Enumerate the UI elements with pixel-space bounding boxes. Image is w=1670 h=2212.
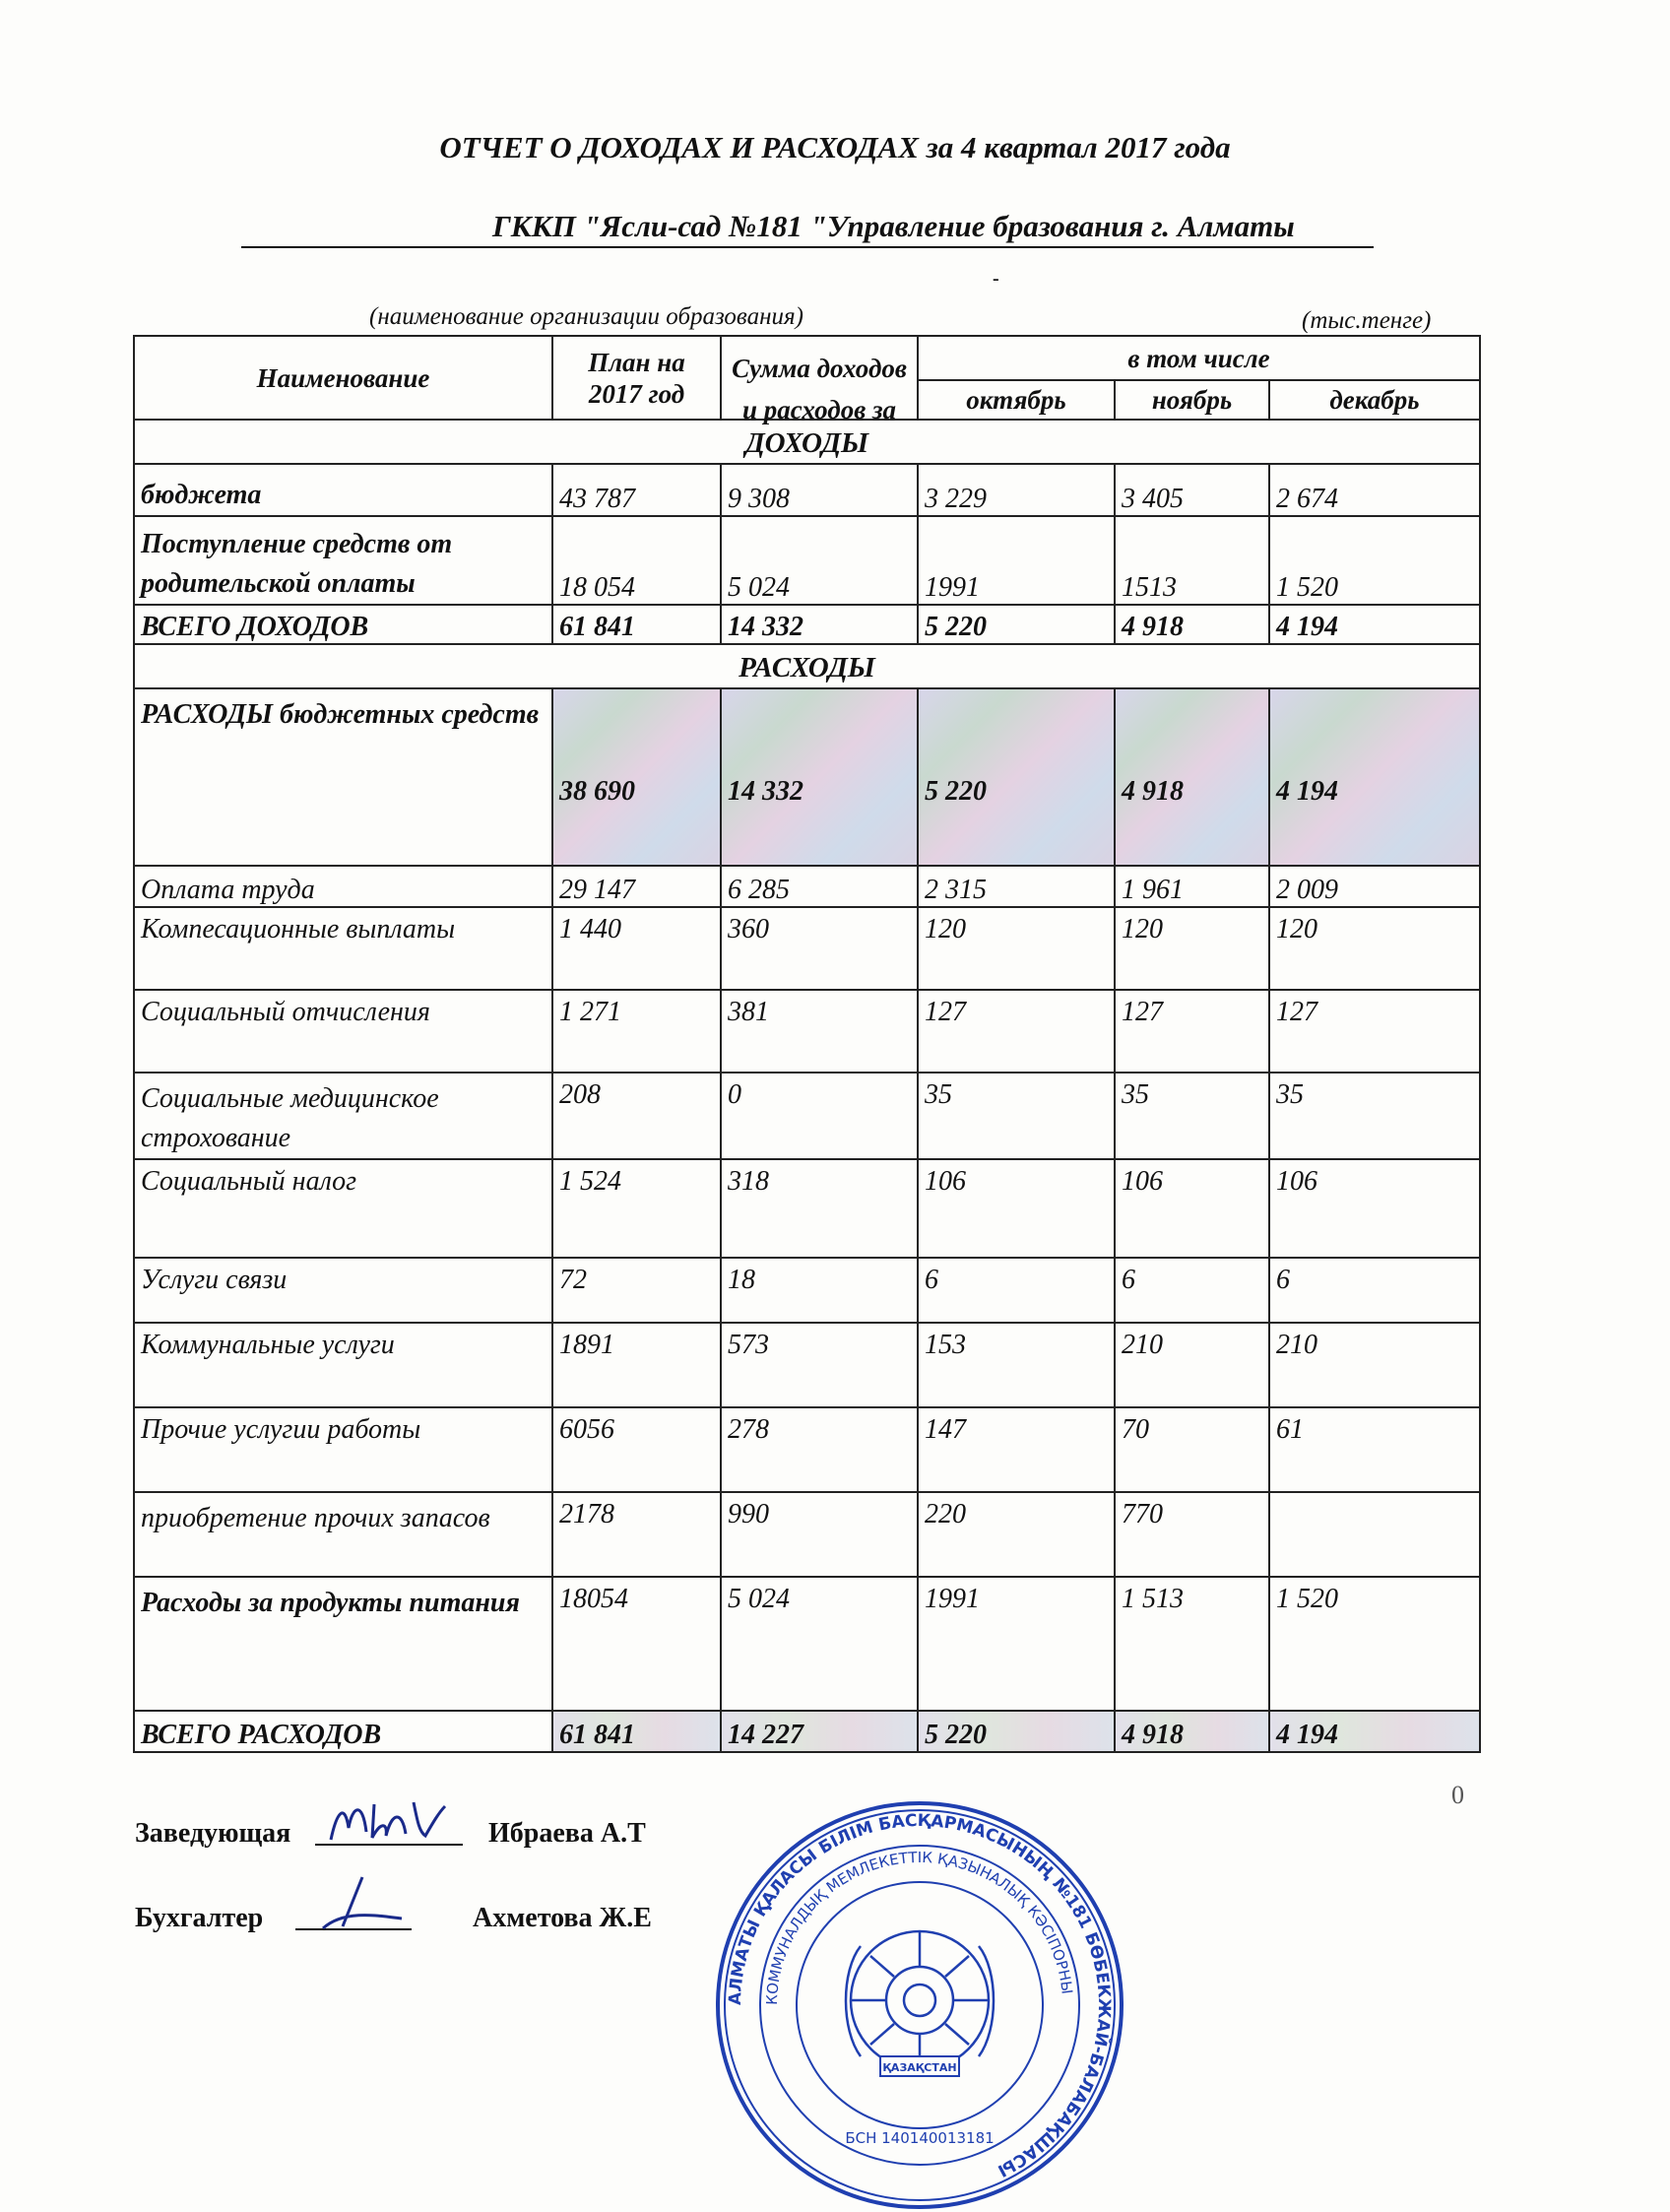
- row-name: приобретение прочих запасов: [134, 1492, 552, 1577]
- cell-sum: 573: [721, 1323, 918, 1407]
- table-row: [134, 866, 1480, 907]
- stamp-outer-text: АЛМАТЫ ҚАЛАСЫ БІЛІМ БАСҚАРМАСЫНЫҢ №181 БӨБЕКЖАЙ-БАЛАБАҚШАСЫ: [725, 1810, 1115, 2180]
- cell-dec: 2 009: [1269, 866, 1480, 907]
- cell-oct: 5 220: [918, 688, 1115, 866]
- cell-plan: 1 271: [552, 990, 721, 1073]
- cell-nov: 120: [1115, 907, 1269, 990]
- cell-plan: 1 524: [552, 1159, 721, 1258]
- cell-nov: 1513: [1115, 516, 1269, 605]
- cell-oct: 6: [918, 1258, 1115, 1323]
- cell-plan: 6056: [552, 1407, 721, 1492]
- row-name: ВСЕГО РАСХОДОВ: [134, 1711, 552, 1752]
- cell-plan: 29 147: [552, 866, 721, 907]
- row-name: Поступление средств от родительской оплаты: [134, 516, 552, 605]
- header-dec: декабрь: [1269, 380, 1480, 420]
- table-row: [134, 1711, 1480, 1752]
- row-name: РАСХОДЫ бюджетных средств: [134, 688, 552, 866]
- emblem-icon: [846, 1931, 994, 2069]
- cell-plan: 18054: [552, 1577, 721, 1711]
- table-row: [134, 1577, 1480, 1711]
- cell-sum: 5 024: [721, 1577, 918, 1711]
- table-row: [134, 1323, 1480, 1407]
- section-income: ДОХОДЫ: [134, 420, 1480, 464]
- cell-plan: 18 054: [552, 516, 721, 605]
- stamp-center-text: ҚАЗАҚСТАН: [882, 2061, 957, 2074]
- table-row: [134, 1073, 1480, 1159]
- cell-nov: 106: [1115, 1159, 1269, 1258]
- accountant-label: Бухгалтер: [135, 1903, 264, 1933]
- cell-oct: 5 220: [918, 1711, 1115, 1752]
- accountant-signature: [303, 1871, 412, 1934]
- cell-nov: 210: [1115, 1323, 1269, 1407]
- cell-oct: 35: [918, 1073, 1115, 1159]
- cell-dec: 4 194: [1269, 605, 1480, 644]
- cell-dec: 4 194: [1269, 688, 1480, 866]
- row-name: Оплата труда: [134, 866, 552, 907]
- cell-dec: 1 520: [1269, 1577, 1480, 1711]
- cell-plan: 61 841: [552, 1711, 721, 1752]
- cell-nov: 6: [1115, 1258, 1269, 1323]
- row-name: ВСЕГО ДОХОДОВ: [134, 605, 552, 644]
- cell-dec: 120: [1269, 907, 1480, 990]
- cell-plan: 2178: [552, 1492, 721, 1577]
- header-plan: План на 2017 год: [552, 336, 721, 420]
- cell-plan: 208: [552, 1073, 721, 1159]
- cell-dec: 1 520: [1269, 516, 1480, 605]
- head-signature: [323, 1792, 451, 1852]
- cell-oct: 120: [918, 907, 1115, 990]
- cell-nov: 4 918: [1115, 1711, 1269, 1752]
- cell-oct: 3 229: [918, 464, 1115, 516]
- cell-plan: 43 787: [552, 464, 721, 516]
- header-sum: [721, 336, 918, 424]
- accountant-name: Ахметова Ж.Е: [473, 1903, 652, 1933]
- cell-dec: 127: [1269, 990, 1480, 1073]
- cell-plan: 1891: [552, 1323, 721, 1407]
- cell-nov: 127: [1115, 990, 1269, 1073]
- header-sum-text: Сумма доходов и расходов за: [732, 353, 907, 424]
- table-row: [134, 1492, 1480, 1577]
- table-row: [134, 464, 1480, 516]
- cell-dec: 210: [1269, 1323, 1480, 1407]
- report-title: ОТЧЕТ О ДОХОДАХ И РАСХОДАХ за 4 квартал 2017 года: [439, 130, 1231, 164]
- row-name: Расходы за продукты питания: [134, 1577, 552, 1711]
- cell-dec: [1269, 1492, 1480, 1577]
- table-row: [134, 1407, 1480, 1492]
- cell-dec: 35: [1269, 1073, 1480, 1159]
- org-caption: (наименование организации образования): [369, 303, 803, 330]
- cell-oct: 2 315: [918, 866, 1115, 907]
- row-name: Услуги связи: [134, 1258, 552, 1323]
- stamp-inner-text: КОММУНАЛДЫҚ МЕМЛЕКЕТТІК ҚАЗЫНАЛЫҚ КӘСІПОРНЫ: [762, 1848, 1076, 2006]
- cell-oct: 1991: [918, 1577, 1115, 1711]
- cell-nov: 1 961: [1115, 866, 1269, 907]
- official-stamp: [713, 1798, 1126, 2212]
- cell-dec: 106: [1269, 1159, 1480, 1258]
- row-name: Прочие услугии работы: [134, 1407, 552, 1492]
- cell-sum: 5 024: [721, 516, 918, 605]
- header-name: Наименование: [134, 336, 552, 420]
- units-caption: (тыс.тенге): [1302, 307, 1432, 334]
- cell-oct: 106: [918, 1159, 1115, 1258]
- cell-plan: 72: [552, 1258, 721, 1323]
- cell-sum: 278: [721, 1407, 918, 1492]
- dash-mark: -: [993, 268, 999, 290]
- row-name: Коммунальные услуги: [134, 1323, 552, 1407]
- cell-sum: 360: [721, 907, 918, 990]
- cell-sum: 318: [721, 1159, 918, 1258]
- cell-sum: 14 332: [721, 605, 918, 644]
- cell-plan: 38 690: [552, 688, 721, 866]
- table-row: [134, 516, 1480, 605]
- cell-oct: 220: [918, 1492, 1115, 1577]
- cell-nov: 770: [1115, 1492, 1269, 1577]
- cell-sum: 14 227: [721, 1711, 918, 1752]
- cell-oct: 147: [918, 1407, 1115, 1492]
- cell-nov: 4 918: [1115, 605, 1269, 644]
- cell-sum: 18: [721, 1258, 918, 1323]
- cell-nov: 3 405: [1115, 464, 1269, 516]
- cell-dec: 6: [1269, 1258, 1480, 1323]
- cell-sum: 14 332: [721, 688, 918, 866]
- row-name: Социальный отчисления: [134, 990, 552, 1073]
- cell-sum: 0: [721, 1073, 918, 1159]
- corner-mark: 0: [1451, 1781, 1464, 1809]
- cell-dec: 61: [1269, 1407, 1480, 1492]
- cell-sum: 9 308: [721, 464, 918, 516]
- stamp-bin: БСН 140140013181: [845, 2129, 995, 2147]
- table-row: [134, 605, 1480, 644]
- cell-dec: 4 194: [1269, 1711, 1480, 1752]
- row-name: бюджета: [134, 464, 552, 516]
- section-expense: РАСХОДЫ: [134, 644, 1480, 688]
- cell-sum: 990: [721, 1492, 918, 1577]
- header-including: в том числе: [918, 336, 1480, 380]
- cell-nov: 4 918: [1115, 688, 1269, 866]
- row-name: Социальный налог: [134, 1159, 552, 1258]
- cell-oct: 153: [918, 1323, 1115, 1407]
- cell-nov: 1 513: [1115, 1577, 1269, 1711]
- cell-nov: 70: [1115, 1407, 1269, 1492]
- cell-plan: 1 440: [552, 907, 721, 990]
- head-name: Ибраева А.Т: [488, 1818, 646, 1849]
- header-nov: ноябрь: [1115, 380, 1269, 420]
- table-row: [134, 1159, 1480, 1258]
- cell-oct: 5 220: [918, 605, 1115, 644]
- cell-plan: 61 841: [552, 605, 721, 644]
- table-row: [134, 688, 1480, 866]
- cell-oct: 1991: [918, 516, 1115, 605]
- cell-sum: 6 285: [721, 866, 918, 907]
- cell-nov: 35: [1115, 1073, 1269, 1159]
- cell-oct: 127: [918, 990, 1115, 1073]
- report-table: [133, 335, 1481, 1753]
- organization-name: [241, 209, 1374, 248]
- cell-dec: 2 674: [1269, 464, 1480, 516]
- header-oct: октябрь: [918, 380, 1115, 420]
- table-row: [134, 990, 1480, 1073]
- table-row: [134, 907, 1480, 990]
- cell-sum: 381: [721, 990, 918, 1073]
- row-name: Компесационные выплаты: [134, 907, 552, 990]
- head-label: Заведующая: [135, 1818, 291, 1849]
- organization-name-text: ГККП "Ясли-сад №181 "Управление бразования г. Алматы: [492, 209, 1295, 243]
- row-name: Социальные медицинское строхование: [134, 1073, 552, 1159]
- table-row: [134, 1258, 1480, 1323]
